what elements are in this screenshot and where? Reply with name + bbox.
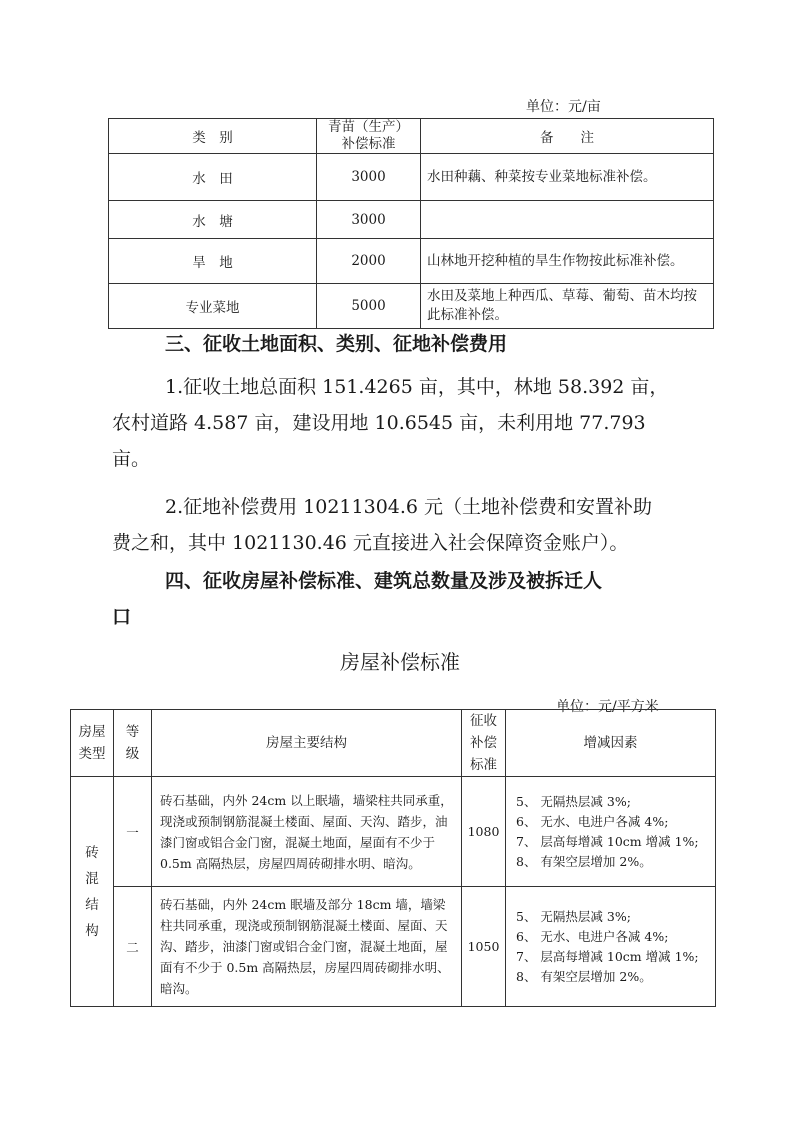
row-standard: 3000 bbox=[317, 154, 421, 201]
header-house-type-text: 房屋类型 bbox=[78, 724, 106, 762]
row-standard: 1080 bbox=[462, 777, 506, 887]
row-type: 专业菜地 bbox=[109, 284, 317, 329]
header-house-type bbox=[71, 710, 114, 777]
factor-item: 8、 有架空层增加 2%。 bbox=[516, 853, 652, 869]
house-type-cell bbox=[71, 777, 114, 1007]
row-standard: 2000 bbox=[317, 239, 421, 284]
header-factors: 增减因素 bbox=[506, 710, 716, 777]
table-row bbox=[109, 239, 714, 284]
header-grade bbox=[114, 710, 152, 777]
section3-heading: 三、征收土地面积、类别、征地补偿费用 bbox=[165, 333, 508, 355]
row-note: 水田种藕、种菜按专业菜地标准补偿。 bbox=[421, 154, 714, 201]
row-structure: 砖石基础，内外 24cm 眠墙及部分 18cm 墙，墙梁柱共同承重，现浇或预制钢筋混凝土楼面、屋面、天沟、踏步，油漆门窗或铝合金门窗，混凝土地面，屋面有不少于 0.5m 高隔热层，房屋四周砖砌排水明、暗沟。 bbox=[152, 887, 462, 1007]
section3-p2-line2: 费之和，其中 1021130.46 元直接进入社会保障资金账户）。 bbox=[112, 532, 629, 554]
section3-p1-line1: 1.征收土地总面积 151.4265 亩，其中，林地 58.392 亩， bbox=[165, 376, 669, 398]
factor-item: 7、 层高每增减 10cm 增减 1%; bbox=[516, 833, 699, 849]
section3-p1-line3: 亩。 bbox=[112, 448, 151, 470]
section4-heading-line2: 口 bbox=[112, 606, 132, 628]
factor-item: 8、 有架空层增加 2%。 bbox=[516, 968, 652, 984]
row-type: 水 田 bbox=[109, 154, 317, 201]
row-note bbox=[421, 201, 714, 239]
factor-item: 6、 无水、电进户各减 4%; bbox=[516, 813, 669, 829]
house-table-unit: 单位：元/平方米 bbox=[556, 699, 659, 715]
header-standard-line2: 补偿标准 bbox=[341, 136, 396, 152]
row-type: 旱 地 bbox=[109, 239, 317, 284]
table-row bbox=[109, 154, 714, 201]
row-standard: 1050 bbox=[462, 887, 506, 1007]
row-standard: 5000 bbox=[317, 284, 421, 329]
row-note: 水田及菜地上种西瓜、草莓、葡萄、苗木均按此标准补偿。 bbox=[421, 284, 714, 329]
header-structure: 房屋主要结构 bbox=[152, 710, 462, 777]
factor-item: 7、 层高每增减 10cm 增减 1%; bbox=[516, 948, 699, 964]
house-table-title: 房屋补偿标准 bbox=[340, 650, 460, 674]
house-compensation-table bbox=[70, 709, 716, 1007]
crop-compensation-table bbox=[108, 118, 714, 329]
table-row bbox=[71, 887, 716, 1007]
crop-table-header bbox=[109, 119, 714, 154]
section3-p2-line1: 2.征地补偿费用 10211304.6 元（土地补偿费和安置补助 bbox=[165, 496, 653, 518]
table-row bbox=[109, 201, 714, 239]
section3-p1-line2: 农村道路 4.587 亩，建设用地 10.6545 亩，未利用地 77.793 bbox=[112, 412, 646, 434]
row-standard: 3000 bbox=[317, 201, 421, 239]
row-factors bbox=[506, 887, 716, 1007]
row-grade: 二 bbox=[114, 887, 152, 1007]
table-row bbox=[109, 284, 714, 329]
header-standard bbox=[317, 119, 421, 154]
row-type: 水 塘 bbox=[109, 201, 317, 239]
header-grade-text: 等级 bbox=[125, 724, 140, 762]
row-grade: 一 bbox=[114, 777, 152, 887]
crop-table-unit: 单位：元/亩 bbox=[526, 99, 601, 115]
row-note: 山林地开挖种植的旱生作物按此标准补偿。 bbox=[421, 239, 714, 284]
header-standard bbox=[462, 710, 506, 777]
header-standard-line1: 青苗（生产） bbox=[328, 119, 409, 135]
header-standard-text: 征收补偿标准 bbox=[470, 713, 497, 773]
header-type: 类 别 bbox=[109, 119, 317, 154]
section4-heading-line1: 四、征收房屋补偿标准、建筑总数量及涉及被拆迁人 bbox=[165, 570, 603, 592]
header-note: 备 注 bbox=[421, 119, 714, 154]
row-structure: 砖石基础，内外 24cm 以上眠墙，墙梁柱共同承重，现浇或预制钢筋混凝土楼面、屋面、天沟、踏步，油漆门窗或铝合金门窗，混凝土地面，屋面有不少于 0.5m 高隔热层，房屋四周砖砌排水明、暗沟。 bbox=[152, 777, 462, 887]
row-factors bbox=[506, 777, 716, 887]
factor-item: 6、 无水、电进户各减 4%; bbox=[516, 928, 669, 944]
house-type-text: 砖混结构 bbox=[85, 844, 99, 939]
factor-item: 5、 无隔热层减 3%; bbox=[516, 908, 631, 924]
table-row bbox=[71, 777, 716, 887]
factor-item: 5、 无隔热层减 3%; bbox=[516, 793, 631, 809]
house-table-header bbox=[71, 710, 716, 777]
